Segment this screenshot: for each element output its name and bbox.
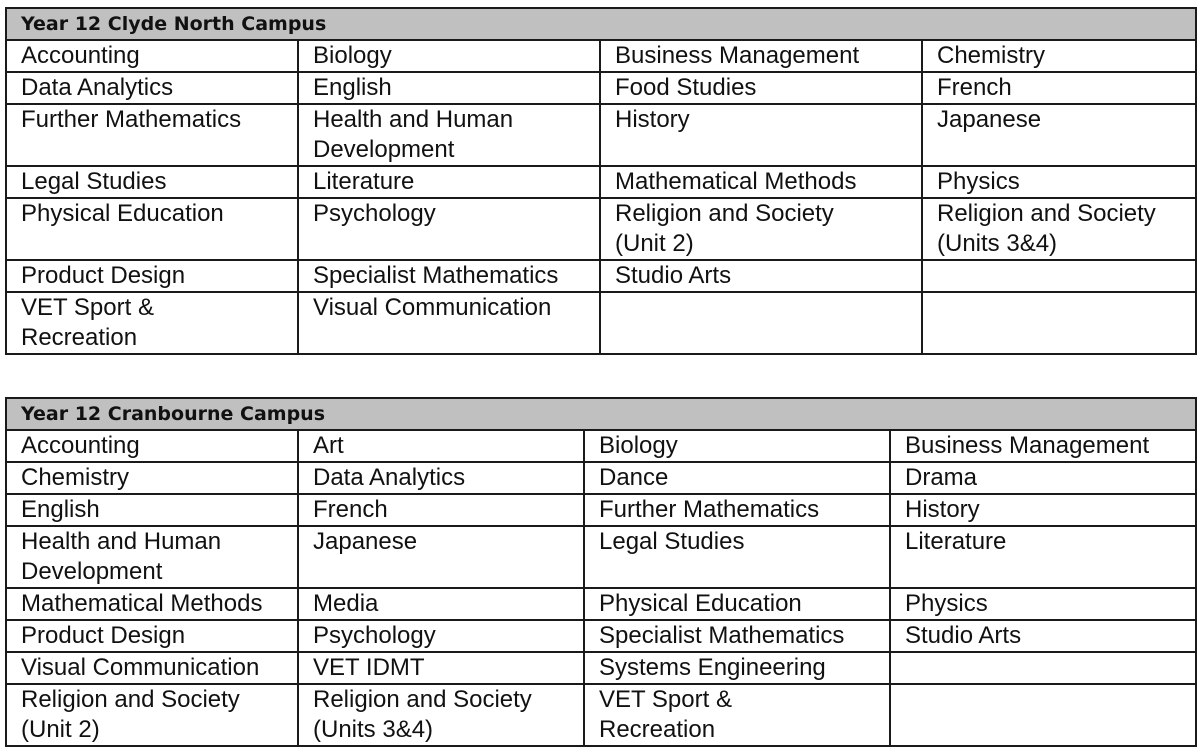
subject-cell: Further Mathematics	[584, 494, 890, 526]
subject-cell: Systems Engineering	[584, 652, 890, 684]
table-row	[6, 40, 1196, 72]
cranbourne-subjects-table	[5, 397, 1197, 747]
table-row	[6, 526, 1196, 588]
subject-cell: Media	[298, 588, 584, 620]
subject-cell: Biology	[584, 430, 890, 462]
subject-cell: Health and Human Development	[6, 526, 298, 588]
table-row	[6, 430, 1196, 462]
subject-cell: French	[922, 72, 1196, 104]
table-row	[6, 292, 1196, 354]
subject-cell: Psychology	[298, 198, 600, 260]
subject-cell: Legal Studies	[6, 166, 298, 198]
table-header-row	[6, 398, 1196, 430]
subject-cell: Biology	[298, 40, 600, 72]
subject-cell: Dance	[584, 462, 890, 494]
subject-cell: Physics	[890, 588, 1196, 620]
subject-cell: Chemistry	[922, 40, 1196, 72]
table-body	[6, 40, 1196, 354]
table-row	[6, 652, 1196, 684]
clyde-north-subjects-table	[5, 7, 1197, 355]
subject-cell	[600, 292, 922, 354]
subject-cell: History	[600, 104, 922, 166]
table-row	[6, 620, 1196, 652]
subject-cell: Product Design	[6, 260, 298, 292]
table-row	[6, 198, 1196, 260]
subject-cell: Physics	[922, 166, 1196, 198]
table-row	[6, 260, 1196, 292]
subject-cell: Literature	[890, 526, 1196, 588]
subject-cell: French	[298, 494, 584, 526]
subject-cell: Data Analytics	[6, 72, 298, 104]
table-row	[6, 166, 1196, 198]
subject-cell: Religion and Society (Units 3&4)	[922, 198, 1196, 260]
subject-cell: VET IDMT	[298, 652, 584, 684]
subject-cell: Data Analytics	[298, 462, 584, 494]
subject-cell: Visual Communication	[6, 652, 298, 684]
table-row	[6, 588, 1196, 620]
subject-cell: Specialist Mathematics	[298, 260, 600, 292]
subject-cell: VET Sport & Recreation	[6, 292, 298, 354]
subject-cell: English	[6, 494, 298, 526]
subject-cell	[890, 684, 1196, 746]
table-row	[6, 494, 1196, 526]
subject-cell: Further Mathematics	[6, 104, 298, 166]
subject-cell: Studio Arts	[600, 260, 922, 292]
subject-cell: Drama	[890, 462, 1196, 494]
subject-cell: Physical Education	[584, 588, 890, 620]
subject-cell: Literature	[298, 166, 600, 198]
subject-cell	[890, 652, 1196, 684]
subject-cell: VET Sport & Recreation	[584, 684, 890, 746]
subject-cell: English	[298, 72, 600, 104]
table-body	[6, 430, 1196, 746]
table-row	[6, 104, 1196, 166]
subject-cell: Business Management	[890, 430, 1196, 462]
table-header-row	[6, 8, 1196, 40]
subject-cell: Accounting	[6, 430, 298, 462]
table-row	[6, 72, 1196, 104]
subject-cell: Visual Communication	[298, 292, 600, 354]
subject-cell: Chemistry	[6, 462, 298, 494]
subject-cell: Japanese	[298, 526, 584, 588]
subject-cell: Accounting	[6, 40, 298, 72]
subject-cell: Religion and Society (Unit 2)	[600, 198, 922, 260]
subject-cell: Studio Arts	[890, 620, 1196, 652]
subject-cell: Physical Education	[6, 198, 298, 260]
subject-cell: History	[890, 494, 1196, 526]
subject-cell: Business Management	[600, 40, 922, 72]
subject-cell	[922, 260, 1196, 292]
subject-cell: Mathematical Methods	[6, 588, 298, 620]
subject-cell: Art	[298, 430, 584, 462]
subject-cell: Specialist Mathematics	[584, 620, 890, 652]
subject-cell	[922, 292, 1196, 354]
subject-cell: Mathematical Methods	[600, 166, 922, 198]
subject-cell: Psychology	[298, 620, 584, 652]
subject-cell: Legal Studies	[584, 526, 890, 588]
table-row	[6, 684, 1196, 746]
subject-cell: Japanese	[922, 104, 1196, 166]
subject-cell: Food Studies	[600, 72, 922, 104]
table-title: Year 12 Cranbourne Campus	[6, 398, 1196, 430]
subject-cell: Health and Human Development	[298, 104, 600, 166]
subject-cell: Religion and Society (Unit 2)	[6, 684, 298, 746]
table-title: Year 12 Clyde North Campus	[6, 8, 1196, 40]
table-row	[6, 462, 1196, 494]
subject-cell: Religion and Society (Units 3&4)	[298, 684, 584, 746]
subject-cell: Product Design	[6, 620, 298, 652]
